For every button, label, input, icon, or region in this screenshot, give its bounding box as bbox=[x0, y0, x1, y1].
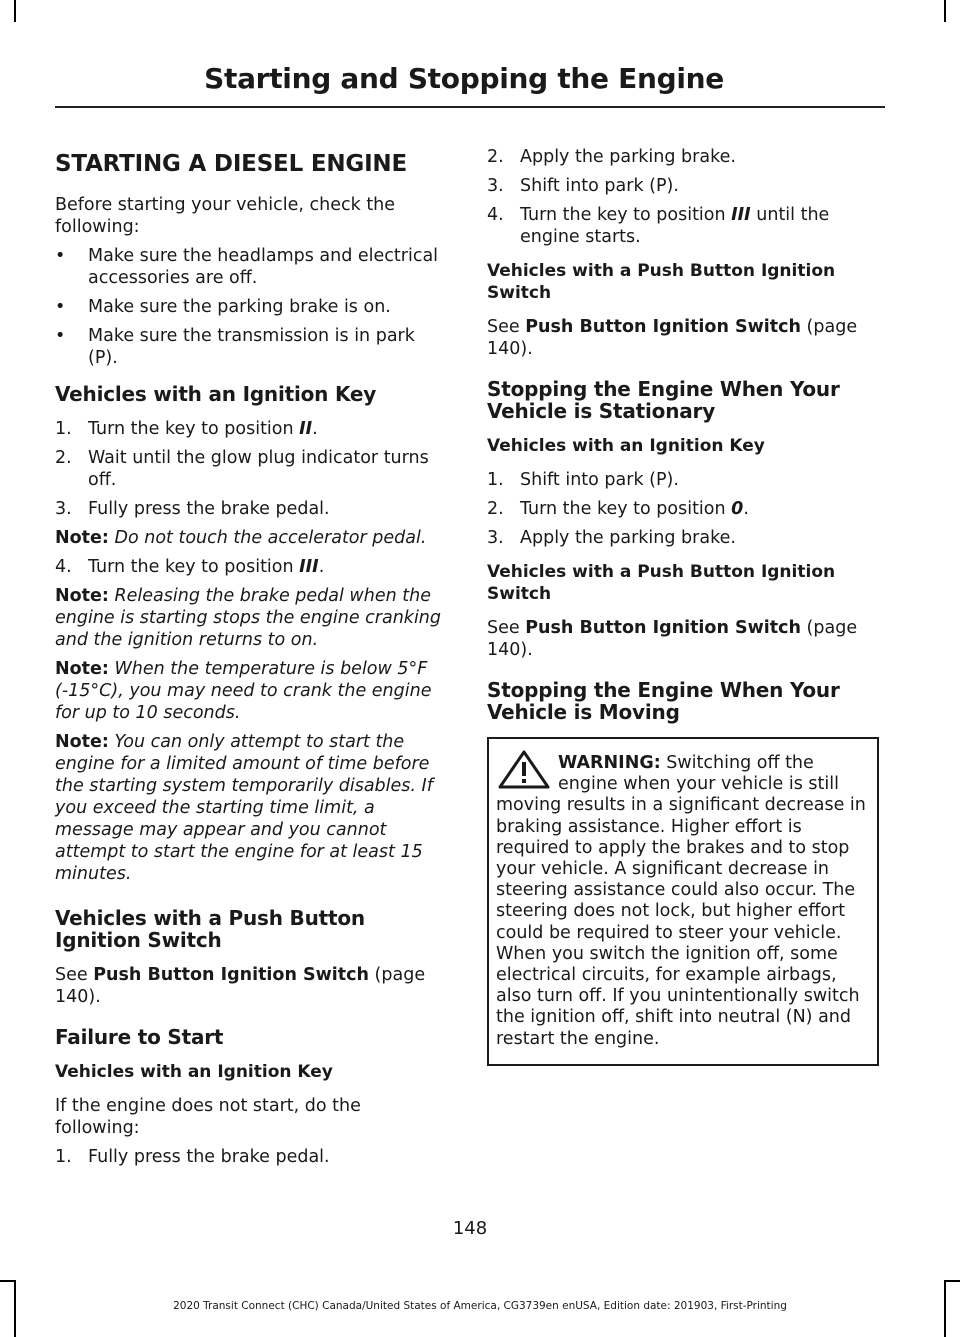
key-position: III bbox=[731, 205, 751, 225]
list-item: • Make sure the parking brake is on. bbox=[55, 297, 391, 317]
subheading-ignition-key: Vehicles with an Ignition Key bbox=[55, 382, 377, 406]
warning-box bbox=[487, 737, 879, 1066]
warning-text: Switching off the engine when your vehicle is still moving results in a significant decrease in braking assistance. Higher effort is required to apply the brakes and to stop your vehicle. A significant decrease in steering assistance could also occur. The steering does not lock, but higher effort could be required to steer your vehicle. When you switch the ignition off, some electrical circuits, for example airbags, also turn off. If you unintentionally switch the ignition off, shift into neutral (N) and restart the engine. bbox=[496, 753, 866, 1049]
subheading-failure-to-start: Failure to Start bbox=[55, 1025, 224, 1049]
start-steps-continued bbox=[55, 556, 450, 578]
key-position: III bbox=[299, 557, 319, 577]
start-steps bbox=[55, 418, 450, 520]
cross-reference-link[interactable]: Push Button Ignition Switch bbox=[525, 317, 801, 337]
list-item: • Make sure the transmission is in park (P). bbox=[55, 326, 415, 368]
note-paragraph: Note: You can only attempt to start the engine for a limited amount of time before the starting system temporarily disables. If you exceed the starting time limit, a message may appear and you cannot attempt to start the engine for at least 15 minutes. bbox=[55, 732, 433, 884]
cross-reference-link[interactable]: Push Button Ignition Switch bbox=[525, 618, 801, 638]
section-heading-starting-diesel: STARTING A DIESEL ENGINE bbox=[55, 151, 407, 177]
left-column bbox=[55, 142, 450, 1175]
list-item: 1. Turn the key to position II. bbox=[55, 419, 318, 439]
list-item: 3. Shift into park (P). bbox=[487, 176, 679, 196]
minor-heading-ignition-key: Vehicles with an Ignition Key bbox=[55, 1062, 333, 1082]
crop-mark-bottom-right-h bbox=[944, 1280, 960, 1282]
crop-mark-top-left-v bbox=[14, 0, 16, 22]
minor-heading-ignition-key: Vehicles with an Ignition Key bbox=[487, 436, 765, 456]
page-header-title: Starting and Stopping the Engine bbox=[204, 62, 724, 95]
list-item: 3. Apply the parking brake. bbox=[487, 528, 736, 548]
subheading-push-button: Vehicles with a Push Button Ignition Switch bbox=[55, 906, 365, 952]
bullet-marker: • bbox=[55, 246, 66, 266]
crop-mark-bottom-left-h bbox=[0, 1280, 16, 1282]
list-item: 1. Fully press the brake pedal. bbox=[55, 1147, 330, 1167]
intro-paragraph: Before starting your vehicle, check the following: bbox=[55, 195, 396, 237]
minor-heading-push-button: Vehicles with a Push Button Ignition Switch bbox=[487, 562, 836, 604]
bullet-marker: • bbox=[55, 326, 66, 346]
see-reference: See Push Button Ignition Switch (page 140). bbox=[487, 317, 858, 359]
stop-steps bbox=[487, 469, 879, 549]
crop-mark-top-right-v bbox=[944, 0, 946, 22]
list-item: 4. Turn the key to position III until the engine starts. bbox=[487, 205, 830, 247]
list-item: 2. Apply the parking brake. bbox=[487, 147, 736, 167]
list-item: • Make sure the headlamps and electrical accessories are off. bbox=[55, 246, 439, 288]
warning-label: WARNING: bbox=[558, 753, 661, 773]
failure-intro: If the engine does not start, do the following: bbox=[55, 1096, 361, 1138]
note-paragraph: Note: Releasing the brake pedal when the engine is starting stops the engine cranking and the ignition returns to on. bbox=[55, 586, 442, 650]
footer-edition-info: 2020 Transit Connect (CHC) Canada/United States of America, CG3739en enUSA, Edition date: 201903, First-Printing bbox=[173, 1300, 787, 1312]
see-reference: See Push Button Ignition Switch (page 140). bbox=[55, 965, 426, 1007]
list-item: 2. Turn the key to position 0. bbox=[487, 499, 749, 519]
see-reference: See Push Button Ignition Switch (page 140). bbox=[487, 618, 858, 660]
minor-heading-push-button: Vehicles with a Push Button Ignition Switch bbox=[487, 261, 836, 303]
subheading-stopping-stationary: Stopping the Engine When Your Vehicle is Stationary bbox=[487, 377, 840, 423]
right-column bbox=[487, 146, 879, 1066]
cross-reference-link[interactable]: Push Button Ignition Switch bbox=[93, 965, 369, 985]
page-number: 148 bbox=[452, 1218, 488, 1239]
list-item: 2. Wait until the glow plug indicator turns off. bbox=[55, 448, 429, 490]
failure-steps-continued bbox=[487, 146, 879, 248]
header-rule bbox=[55, 106, 885, 108]
bullet-marker: • bbox=[55, 297, 66, 317]
note-paragraph: Note: Do not touch the accelerator pedal. bbox=[55, 528, 427, 548]
list-item: 1. Shift into park (P). bbox=[487, 470, 679, 490]
failure-steps bbox=[55, 1146, 450, 1168]
note-paragraph: Note: When the temperature is below 5°F (-15°C), you may need to crank the engine for up to 10 seconds. bbox=[55, 659, 432, 723]
subheading-stopping-moving: Stopping the Engine When Your Vehicle is Moving bbox=[487, 678, 840, 724]
key-position: 0 bbox=[731, 499, 744, 519]
list-item: 3. Fully press the brake pedal. bbox=[55, 499, 330, 519]
key-position: II bbox=[299, 419, 313, 439]
warning-triangle-icon bbox=[496, 749, 552, 791]
list-item: 4. Turn the key to position III. bbox=[55, 557, 325, 577]
pre-start-checklist bbox=[55, 245, 450, 369]
